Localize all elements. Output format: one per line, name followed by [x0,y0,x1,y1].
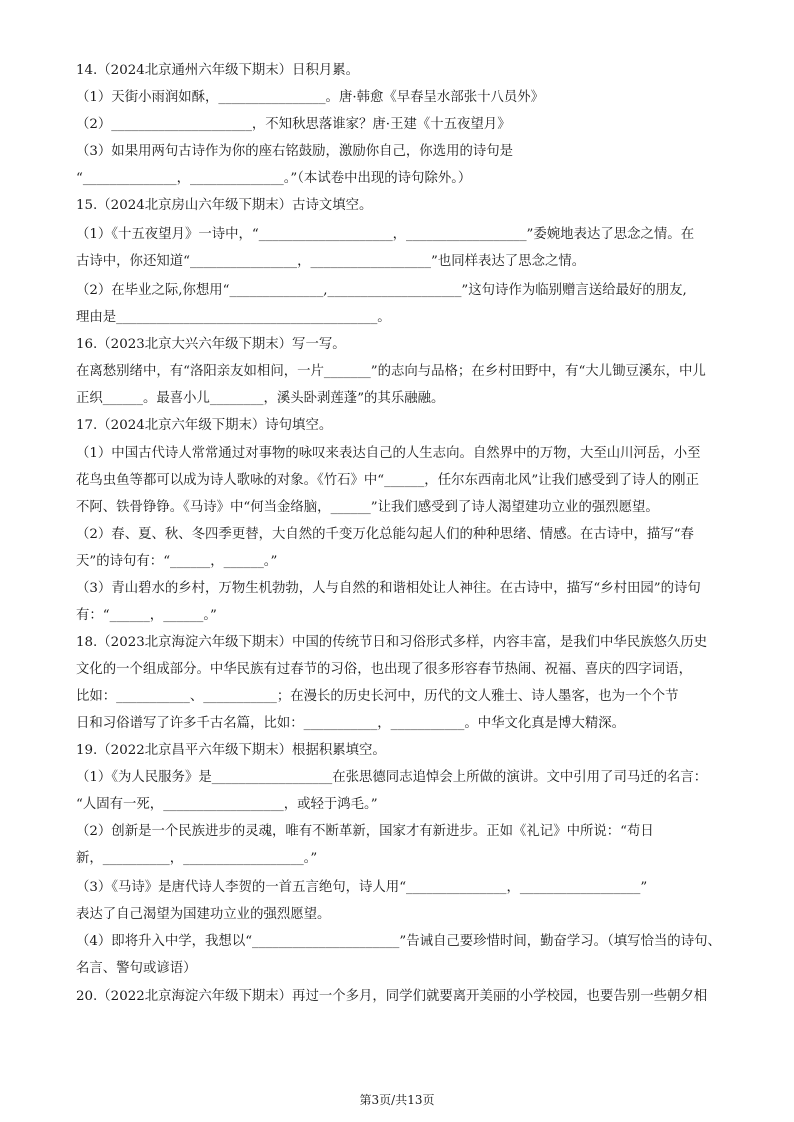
page-number: 第3页/共13页 [359,1093,435,1107]
question-18-body-cont2: 日和习俗谱写了许多千古名篇，比如：___________，___________。中华文化真是博大精深。 [76,716,626,731]
question-18-title: 18.（2023北京海淀六年级下期末）中国的传统节日和习俗形式多样，内容丰富，是我们中华民族悠久历史 [76,635,708,650]
question-17-part-1: （1）中国古代诗人常常通过对事物的咏叹来表达自己的人生志向。自然界中的万物，大至山川河岳，小至 [76,446,701,461]
question-16-body-cont: 正织______。最喜小儿________，溪头卧剥莲蓬”的其乐融融。 [76,391,445,406]
question-19-part-3: （3）《马诗》是唐代诗人李贺的一首五言绝句，诗人用“_______________，__________________” [76,880,648,895]
question-20-title: 20.（2022北京海淀六年级下期末）再过一个多月，同学们就要离开美丽的小学校园，也要告别一些朝夕相 [76,989,708,1004]
question-14-part-2: （2）_____________________，不知秋思落谁家？唐·王建《十五夜望月》 [76,117,511,132]
question-14-title: 14.（2024北京通州六年级下期末）日积月累。 [76,63,360,78]
question-19-part-1: （1）《为人民服务》是__________________在张思德同志追悼会上所做的演讲。文中引用了司马迁的名言： [76,770,708,785]
question-17-part-3-cont: 有：“______，______。” [76,608,217,623]
question-17-part-2-cont: 天”的诗句有：“______，______。” [76,554,278,569]
question-15-part-2: （2）在毕业之际,你想用“______________,____________________”这句诗作为临别赠言送给最好的朋友, [76,283,687,298]
question-15-part-1-cont: 古诗中，你还知道“________________，__________________”也同样表达了思念之情。 [76,254,586,269]
question-17-part-1-cont: 花鸟虫鱼等都可以成为诗人歌咏的对象。《竹石》中“______，任尔东西南北风”让我们感受到了诗人的刚正 [76,473,699,488]
question-19-part-4-cont: 名言、警句或谚语） [76,961,197,976]
question-19-title: 19.（2022北京昌平六年级下期末）根据积累填空。 [76,743,386,758]
question-15-part-2-cont: 理由是_______________________________________。 [76,310,391,325]
question-19-part-2: （2）创新是一个民族进步的灵魂，唯有不断革新，国家才有新进步。正如《礼记》中所说：“苟日 [76,824,654,839]
question-19-part-3-cont: 表达了自己渴望为国建功立业的强烈愿望。 [76,907,331,922]
question-18-body: 文化的一个组成部分。中华民族有过春节的习俗，也出现了很多形容春节热闹、祝福、喜庆的四字词语， [76,662,692,677]
question-18-body-cont: 比如：___________、___________；在漫长的历史长河中，历代的文人雅士、诗人墨客，也为一个个节 [76,689,679,704]
question-15-title: 15.（2024北京房山六年级下期末）古诗文填空。 [76,198,373,213]
question-19-part-2-cont: 新，__________，__________________。” [76,851,318,866]
question-14-part-1: （1）天街小雨润如酥，________________。唐·韩愈《早春呈水部张十八员外》 [76,90,545,105]
question-17-part-1-cont2: 不阿、铁骨铮铮。《马诗》中“何当金络脑，______”让我们感受到了诗人渴望建功立业的强烈愿望。 [76,500,659,515]
question-16-title: 16.（2023北京大兴六年级下期末）写一写。 [76,337,346,352]
question-14-part-3: （3）如果用两句古诗作为你的座右铭鼓励，激励你自己，你选用的诗句是 [76,144,514,159]
question-17-part-2: （2）春、夏、秋、冬四季更替，大自然的千变万化总能勾起人们的种种思绪、情感。在古诗中，描写“春 [76,527,694,542]
question-15-part-1: （1）《十五夜望月》一诗中，“____________________，__________________”委婉地表达了思念之情。在 [76,227,695,242]
question-19-part-1-cont: “人固有一死，__________________，或轻于鸿毛。” [76,797,378,812]
question-17-title: 17.（2024北京六年级下期末）诗句填空。 [76,418,333,433]
question-16-body: 在离愁别绪中，有“洛阳亲友如相问，一片_______”的志向与品格；在乡村田野中，有“大儿锄豆溪东，中儿 [76,364,706,379]
question-19-part-4: （4）即将升入中学，我想以“______________________”告诫自己要珍惜时间，勤奋学习。（填写恰当的诗句、 [76,934,721,949]
question-17-part-3: （3）青山碧水的乡村，万物生机勃勃，人与自然的和谐相处让人神往。在古诗中，描写“乡村田园”的诗句 [76,581,701,596]
question-14-part-3-cont: “______________，______________。”（本试卷中出现的诗句除外。） [76,171,472,186]
